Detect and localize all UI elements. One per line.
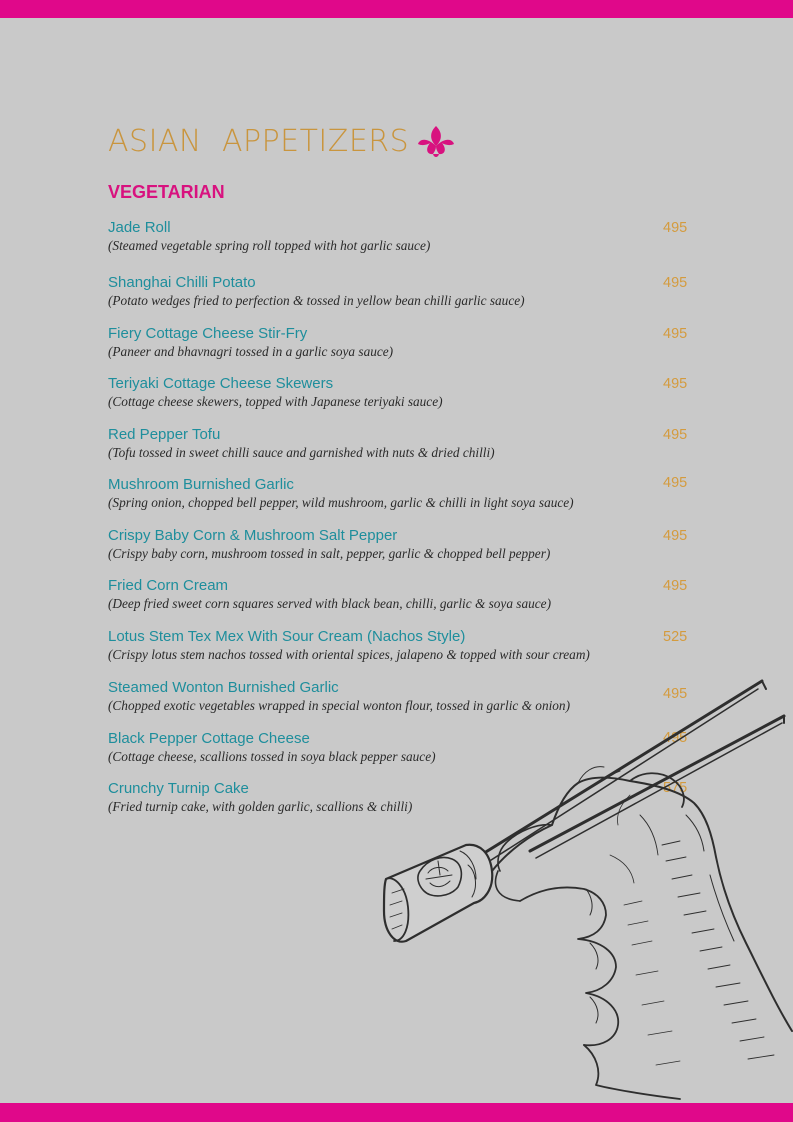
item-description: (Chopped exotic vegetables wrapped in special wonton flour, tossed in garlic & onion) (108, 698, 571, 713)
menu-item (108, 426, 708, 461)
item-name: Fried Corn Cream (108, 577, 229, 594)
item-name: Lotus Stem Tex Mex With Sour Cream (Nachos Style) (108, 628, 466, 645)
menu-item (108, 577, 708, 612)
menu-item (108, 325, 708, 360)
item-name: Mushroom Burnished Garlic (108, 476, 294, 493)
item-name: Steamed Wonton Burnished Garlic (108, 679, 339, 696)
item-price: 525 (663, 629, 688, 645)
item-price: 495 (663, 730, 688, 746)
item-price: 495 (663, 326, 688, 342)
section-vegetarian: VEGETARIAN (108, 182, 225, 202)
item-price: 575 (663, 780, 688, 796)
item-name: Jade Roll (108, 219, 171, 236)
menu-item (108, 476, 708, 511)
item-name: Crunchy Turnip Cake (108, 780, 249, 797)
bottom-accent-bar (0, 1103, 793, 1122)
item-price: 495 (663, 220, 688, 236)
menu-item (108, 219, 708, 254)
menu-item (108, 527, 708, 562)
item-price: 495 (663, 686, 688, 702)
item-name: Crispy Baby Corn & Mushroom Salt Pepper (108, 527, 398, 544)
item-description: (Deep fried sweet corn squares served with black bean, chilli, garlic & soya sauce) (108, 596, 552, 611)
item-description: (Cottage cheese skewers, topped with Japanese teriyaki sauce) (108, 394, 443, 409)
page-title: ASIAN APPETIZERS (108, 124, 410, 159)
item-price: 495 (663, 528, 688, 544)
item-price: 495 (663, 578, 688, 594)
fleur-ornament-icon (416, 124, 456, 162)
item-description: (Potato wedges fried to perfection & tossed in yellow bean chilli garlic sauce) (108, 293, 525, 308)
item-price: 495 (663, 475, 688, 491)
item-name: Shanghai Chilli Potato (108, 274, 256, 291)
item-description: (Paneer and bhavnagri tossed in a garlic soya sauce) (108, 344, 394, 359)
item-price: 495 (663, 275, 688, 291)
item-price: 495 (663, 427, 688, 443)
item-description: (Crispy baby corn, mushroom tossed in salt, pepper, garlic & chopped bell pepper) (108, 546, 551, 561)
item-price: 495 (663, 376, 688, 392)
item-description: (Steamed vegetable spring roll topped with hot garlic sauce) (108, 238, 431, 253)
item-name: Teriyaki Cottage Cheese Skewers (108, 375, 334, 392)
item-name: Black Pepper Cottage Cheese (108, 730, 310, 747)
item-description: (Spring onion, chopped bell pepper, wild mushroom, garlic & chilli in light soya sauce) (108, 495, 574, 510)
item-name: Red Pepper Tofu (108, 426, 221, 443)
item-description: (Cottage cheese, scallions tossed in soya black pepper sauce) (108, 749, 436, 764)
top-accent-bar (0, 0, 793, 18)
hand-chopsticks-sushi-illustration (380, 675, 793, 1103)
item-name: Fiery Cottage Cheese Stir-Fry (108, 325, 308, 342)
menu-item (108, 375, 708, 410)
menu-item (108, 628, 708, 663)
item-description: (Tofu tossed in sweet chilli sauce and garnished with nuts & dried chilli) (108, 445, 495, 460)
item-description: (Fried turnip cake, with golden garlic, scallions & chilli) (108, 799, 413, 814)
item-description: (Crispy lotus stem nachos tossed with oriental spices, jalapeno & topped with sour cream) (108, 647, 590, 662)
menu-item (108, 274, 708, 309)
